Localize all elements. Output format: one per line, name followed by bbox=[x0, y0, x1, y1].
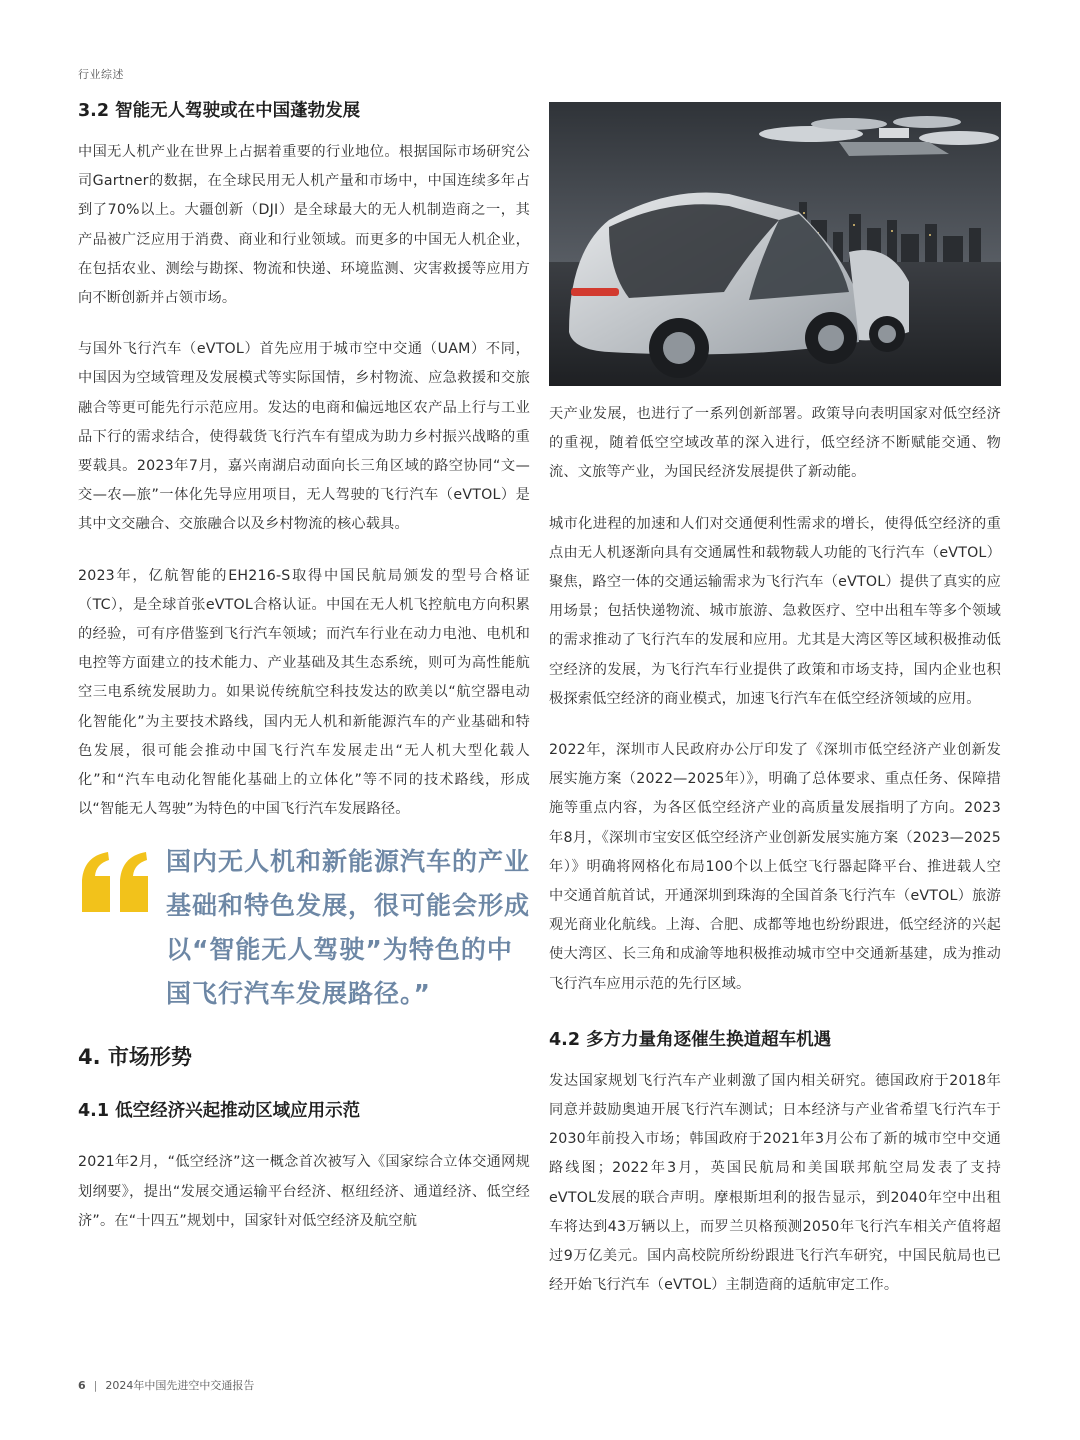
paragraph: 中国无人机产业在世界上占据着重要的行业地位。根据国际市场研究公司Gartner的数据，在全球民用无人机产量和市场中，中国连续多年占到了70%以上。大疆创新（DJI）是全球最大的无人机制造商之一，其产品被广泛应用于消费、商业和行业领域。而更多的中国无人机企业，在包括农业、测绘与勘探、物流和快递、环境监测、灾害救援等应用方向不断创新并占领市场。 bbox=[78, 144, 530, 307]
pull-quote bbox=[78, 840, 530, 1028]
paragraph: 2021年2月，“低空经济”这一概念首次被写入《国家综合立体交通网规划纲要》，提出“发展交通运输平台经济、枢纽经济、通道经济、低空经济”。在“十四五”规划中，国家针对低空经济及航空航 bbox=[78, 1154, 530, 1229]
quote-text: 国内无人机和新能源汽车的产业基础和特色发展，很可能会形成以“智能无人驾驶”为特色的中国飞行汽车发展路径。” bbox=[166, 847, 531, 1009]
section-label: 行业综述 bbox=[78, 68, 124, 81]
heading-4: 4. 市场形势 bbox=[78, 1045, 192, 1070]
left-column bbox=[78, 96, 530, 1236]
page-number: 6 bbox=[78, 1379, 86, 1392]
paragraph: 2022年，深圳市人民政府办公厅印发了《深圳市低空经济产业创新发展实施方案（2022—2025年）》，明确了总体要求、重点任务、保障措施等重点内容，为各区低空经济产业的高质量发展指明了方向。2023年8月，《深圳市宝安区低空经济产业创新发展实施方案（2023—2025年）》明确将网格化布局100个以上低空飞行器起降平台、推进载人空中交通首航首试，开通深圳到珠海的全国首条飞行汽车（eVTOL）旅游观光商业化航线。上海、合肥、成都等地也纷纷跟进，低空经济的兴起使大湾区、长三角和成渝等地积极推动城市空中交通新基建，成为推动飞行汽车应用示范的先行区域。 bbox=[549, 742, 1001, 992]
paragraph: 发达国家规划飞行汽车产业刺激了国内相关研究。德国政府于2018年同意并鼓励奥迪开展飞行汽车测试；日本经济与产业省希望飞行汽车于2030年前投入市场；韩国政府于2021年3月公布了新的城市空中交通路线图；2022年3月，英国民航局和美国联邦航空局发表了支持eVTOL发展的联合声明。摩根斯坦利的报告显示，到2040年空中出租车将达到43万辆以上，而罗兰贝格预测2050年飞行汽车相关产值将超过9万亿美元。国内高校院所纷纷跟进飞行汽车研究，中国民航局也已经开始飞行汽车（eVTOL）主制造商的适航审定工作。 bbox=[549, 1072, 1001, 1294]
paragraph: 与国外飞行汽车（eVTOL）首先应用于城市空中交通（UAM）不同，中国因为空域管理及发展模式等实际国情，乡村物流、应急救援和交旅融合等更可能先行示范应用。发达的电商和偏远地区农产品上行与工业品下行的需求结合，使得载货飞行汽车有望成为助力乡村振兴战略的重要载具。2023年7月，嘉兴南湖启动面向长三角区域的路空协同“文—交—农—旅”一体化先导应用项目，无人驾驶的飞行汽车（eVTOL）是其中文交融合、交旅融合以及乡村物流的核心载具。 bbox=[78, 341, 530, 533]
heading-4-1: 4.1 低空经济兴起推动区域应用示范 bbox=[78, 1101, 361, 1122]
flying-car-illustration bbox=[549, 102, 1001, 386]
paragraph: 城市化进程的加速和人们对交通便利性需求的增长，使得低空经济的重点由无人机逐渐向具有交通属性和载物载人功能的飞行汽车（eVTOL）聚焦，路空一体的交通运输需求为飞行汽车（eVTOL）提供了真实的应用场景；包括快递物流、城市旅游、急救医疗、空中出租车等多个领域的需求推动了飞行汽车的发展和应用。尤其是大湾区等区域积极推动低空经济的发展，为飞行汽车行业提供了政策和市场支持，国内企业也积极探索低空经济的商业模式，加速飞行汽车在低空经济领域的应用。 bbox=[549, 515, 1001, 707]
paragraph: 天产业发展，也进行了一系列创新部署。政策导向表明国家对低空经济的重视，随着低空空域改革的深入进行，低空经济不断赋能交通、物流、文旅等产业，为国民经济发展提供了新动能。 bbox=[549, 406, 1001, 481]
heading-4-2: 4.2 多方力量角逐催生换道超车机遇 bbox=[549, 1029, 832, 1050]
flying-car-photo bbox=[549, 102, 1001, 386]
heading-3-2: 3.2 智能无人驾驶或在中国蓬勃发展 bbox=[78, 101, 361, 121]
paragraph: 2023年，亿航智能的EH216-S取得中国民航局颁发的型号合格证（TC），是全球首张eVTOL合格认证。中国在无人机飞控航电方向积累的经验，可有序借鉴到飞行汽车领域；而汽车行业在动力电池、电机和电控等方面建立的技术能力、产业基础及其生态系统，则可为高性能航空三电系统发展助力。如果说传统航空科技发达的欧美以“航空器电动化智能化”为主要技术路线，国内无人机和新能源汽车的产业基础和特色发展，很可能会推动中国飞行汽车发展走出“无人机大型化载人化”和“汽车电动化智能化基础上的立体化”等不同的技术路线，形成以“智能无人驾驶”为特色的中国飞行汽车发展路径。 bbox=[78, 567, 530, 818]
quote-mark-icon bbox=[78, 850, 154, 914]
right-column bbox=[549, 102, 1001, 1300]
report-title: 2024年中国先进空中交通报告 bbox=[105, 1379, 255, 1392]
footer-separator: | bbox=[93, 1379, 98, 1392]
page-footer bbox=[78, 1377, 254, 1393]
